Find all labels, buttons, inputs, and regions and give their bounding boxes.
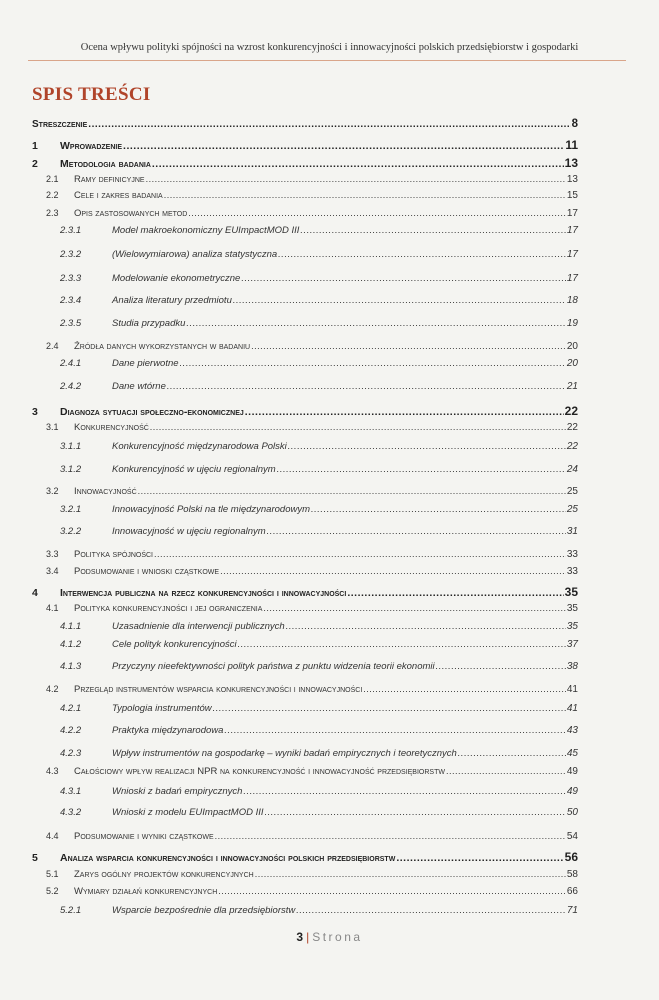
toc-entry-title: Podsumowanie i wyniki cząstkowe <box>74 831 214 842</box>
toc-entry <box>32 831 578 842</box>
toc-entry-title: Innowacyjność Polski na tle międzynarodowym <box>112 504 311 515</box>
toc-entry <box>32 381 578 392</box>
toc-entry-number: 2.1 <box>46 174 59 184</box>
toc-dot-leader <box>150 422 566 432</box>
toc-entry-number: 3.2.1 <box>60 504 82 515</box>
toc-entry-page: 13 <box>566 174 578 185</box>
toc-entry <box>32 486 578 497</box>
toc-entry <box>32 748 578 759</box>
toc-dot-leader <box>446 766 566 776</box>
toc-entry-number: 2.3.4 <box>60 295 82 306</box>
toc-entry <box>32 886 578 897</box>
toc-dot-leader <box>180 358 566 369</box>
toc-entry-page: 19 <box>566 318 578 329</box>
toc-entry-title: Streszczenie <box>32 119 88 130</box>
toc-entry-page: 41 <box>566 684 578 695</box>
toc-entry <box>32 156 578 170</box>
toc-dot-leader <box>215 831 566 841</box>
toc-entry-number: 2.2 <box>46 190 59 200</box>
toc-entry-number: 5.1 <box>46 869 59 879</box>
toc-entry-page: 17 <box>566 249 578 260</box>
toc-entry-title: Opis zastosowanych metod <box>74 208 188 219</box>
toc-entry-title: Przyczyny nieefektywności polityk państwa z punktu widzenia teorii ekonomii <box>112 661 435 672</box>
toc-dot-leader <box>218 886 566 896</box>
toc-entry-number: 4.1 <box>46 603 59 613</box>
toc-entry-page: 49 <box>566 786 578 797</box>
toc-entry-page: 54 <box>566 831 578 842</box>
toc-entry-page: 25 <box>566 486 578 497</box>
toc-entry <box>32 786 578 797</box>
toc-dot-leader <box>263 603 565 613</box>
toc-entry-page: 43 <box>566 725 578 736</box>
toc-entry-page: 31 <box>566 526 578 537</box>
toc-entry-number: 3.2 <box>46 486 59 496</box>
toc-entry <box>32 249 578 260</box>
toc-entry-page: 35 <box>564 585 578 599</box>
toc-entry-title: Wpływ instrumentów na gospodarkę – wyniki badań empirycznych i teoretycznych <box>112 748 457 759</box>
toc-entry <box>32 318 578 329</box>
toc-entry <box>32 603 578 614</box>
toc-entry <box>32 358 578 369</box>
toc-entry-title: Przegląd instrumentów wsparcia konkurencyjności i innowacyjności <box>74 684 363 695</box>
page-footer <box>0 930 659 944</box>
toc-entry-number: 5.2 <box>46 886 59 896</box>
footer-page-label: Strona <box>312 930 363 944</box>
toc-entry-title: Wymiary działań konkurencyjnych <box>74 886 218 897</box>
toc-dot-leader <box>152 158 564 170</box>
toc-entry-page: 71 <box>566 905 578 916</box>
toc-entry-title: Innowacyjność <box>74 486 137 497</box>
toc-entry <box>32 174 578 185</box>
toc-entry-number: 3.4 <box>46 566 59 576</box>
toc-entry-number: 1 <box>32 140 38 152</box>
toc-entry <box>32 341 578 352</box>
toc-dot-leader <box>267 526 566 537</box>
toc-dot-leader <box>154 549 566 559</box>
toc-dot-leader <box>458 748 566 759</box>
toc-entry-title: Diagnoza sytuacji społeczno-ekonomicznej <box>60 406 244 418</box>
toc-entry <box>32 273 578 284</box>
toc-entry-page: 13 <box>564 156 578 170</box>
toc-entry <box>32 138 578 152</box>
toc-entry <box>32 549 578 560</box>
toc-entry <box>32 526 578 537</box>
toc-entry-page: 35 <box>566 621 578 632</box>
toc-entry-number: 4.3 <box>46 766 59 776</box>
toc-entry-number: 4.2.3 <box>60 748 82 759</box>
toc-entry-title: Typologia instrumentów <box>112 703 212 714</box>
toc-entry-title: Cele polityk konkurencyjności <box>112 639 237 650</box>
toc-entry <box>32 703 578 714</box>
toc-entry-number: 3.1 <box>46 422 59 432</box>
toc-dot-leader <box>146 174 566 184</box>
toc-dot-leader <box>186 318 565 329</box>
toc-entry-number: 4.1.1 <box>60 621 82 632</box>
toc-entry-page: 17 <box>566 208 578 219</box>
toc-dot-leader <box>296 905 566 916</box>
toc-entry-number: 4.2 <box>46 684 59 694</box>
running-header: Ocena wpływu polityki spójności na wzrost konkurencyjności i innowacyjności polskich przedsiębiorstw i gospodarki <box>80 42 579 53</box>
toc-entry-title: Praktyka międzynarodowa <box>112 725 224 736</box>
toc-entry <box>32 464 578 475</box>
toc-dot-leader <box>277 464 566 475</box>
toc-entry-title: Ramy definicyjne <box>74 174 145 185</box>
toc-entry-number: 4.3.2 <box>60 807 82 818</box>
toc-entry-page: 56 <box>564 850 578 864</box>
toc-entry-page: 15 <box>566 190 578 201</box>
toc-entry-number: 2.3.5 <box>60 318 82 329</box>
toc-dot-leader <box>224 725 565 736</box>
toc-entry-page: 45 <box>566 748 578 759</box>
toc-entry <box>32 504 578 515</box>
toc-entry-number: 3.1.2 <box>60 464 82 475</box>
toc-entry-number: 2.3.2 <box>60 249 82 260</box>
toc-dot-leader <box>138 486 566 496</box>
header-divider <box>28 60 626 61</box>
toc-entry <box>32 850 578 864</box>
toc-entry <box>32 422 578 433</box>
toc-entry-page: 24 <box>566 464 578 475</box>
toc-entry-title: (Wielowymiarowa) analiza statystyczna <box>112 249 278 260</box>
toc-entry-number: 3.1.1 <box>60 441 82 452</box>
toc-dot-leader <box>347 587 563 599</box>
toc-entry-page: 11 <box>565 138 578 152</box>
toc-entry-number: 5 <box>32 852 38 864</box>
toc-entry-page: 50 <box>566 807 578 818</box>
toc-dot-leader <box>241 273 566 284</box>
toc-entry-title: Modelowanie ekonometryczne <box>112 273 241 284</box>
toc-dot-leader <box>286 621 566 632</box>
toc-dot-leader <box>220 566 566 576</box>
toc-entry-title: Konkurencyjność międzynarodowa Polski <box>112 441 287 452</box>
toc-entry-title: Zarys ogólny projektów konkurencyjnych <box>74 869 254 880</box>
toc-entry-title: Cele i zakres badania <box>74 190 163 201</box>
toc-entry-number: 2 <box>32 158 38 170</box>
toc-entry <box>32 869 578 880</box>
toc-entry-title: Model makroekonomiczny EUImpactMOD III <box>112 225 300 236</box>
toc-entry-page: 17 <box>566 225 578 236</box>
toc-entry-number: 4 <box>32 587 38 599</box>
toc-entry-title: Całościowy wpływ realizacji NPR na konkurencyjność i innowacyjność przedsiębiorstw <box>74 766 445 777</box>
toc-dot-leader <box>233 295 566 306</box>
toc-entry-title: Uzasadnienie dla interwencji publicznych <box>112 621 285 632</box>
toc-entry-page: 38 <box>566 661 578 672</box>
toc-dot-leader <box>188 208 566 218</box>
toc-entry-title: Dane wtórne <box>112 381 166 392</box>
toc-dot-leader <box>278 249 566 260</box>
toc-entry-title: Wprowadzenie <box>60 140 123 152</box>
toc-dot-leader <box>213 703 566 714</box>
toc-entry <box>32 766 578 777</box>
toc-entry-number: 5.2.1 <box>60 905 82 916</box>
toc-entry-title: Źródła danych wykorzystanych w badaniu <box>74 341 251 352</box>
toc-entry-title: Studia przypadku <box>112 318 186 329</box>
toc-entry-number: 3.3 <box>46 549 59 559</box>
toc-dot-leader <box>363 684 566 694</box>
toc-entry <box>32 905 578 916</box>
toc-entry <box>32 807 578 818</box>
toc-dot-leader <box>396 852 563 864</box>
toc-dot-leader <box>88 119 570 130</box>
toc-entry-number: 4.2.2 <box>60 725 82 736</box>
toc-entry-title: Analiza literatury przedmiotu <box>112 295 232 306</box>
toc-entry-title: Wsparcie bezpośrednie dla przedsiębiorstw <box>112 905 296 916</box>
toc-entry <box>32 566 578 577</box>
toc-dot-leader <box>245 406 564 418</box>
toc-entry-title: Wnioski z modelu EUImpactMOD III <box>112 807 264 818</box>
toc-entry-title: Dane pierwotne <box>112 358 179 369</box>
toc-entry <box>32 661 578 672</box>
toc-entry <box>32 585 578 599</box>
toc-entry-number: 2.4 <box>46 341 59 351</box>
toc-entry-page: 33 <box>566 549 578 560</box>
toc-entry-number: 2.3 <box>46 208 59 218</box>
toc-entry <box>32 621 578 632</box>
toc-dot-leader <box>251 341 566 351</box>
toc-dot-leader <box>300 225 565 236</box>
toc-entry <box>32 639 578 650</box>
footer-separator: | <box>306 930 310 944</box>
footer-page-number: 3 <box>296 930 304 944</box>
toc-entry-number: 3.2.2 <box>60 526 82 537</box>
toc-dot-leader <box>436 661 566 672</box>
toc-entry-title: Konkurencyjność <box>74 422 149 433</box>
toc-entry-number: 4.1.2 <box>60 639 82 650</box>
toc-entry-title: Wnioski z badań empirycznych <box>112 786 243 797</box>
toc-entry <box>32 404 578 418</box>
toc-entry-number: 4.2.1 <box>60 703 82 714</box>
toc-entry-page: 22 <box>566 422 578 433</box>
toc-dot-leader <box>243 786 565 797</box>
toc-entry-number: 4.1.3 <box>60 661 82 672</box>
toc-dot-leader <box>265 807 566 818</box>
toc-entry-page: 18 <box>566 295 578 306</box>
toc-entry-title: Innowacyjność w ujęciu regionalnym <box>112 526 266 537</box>
toc-entry-number: 2.3.3 <box>60 273 82 284</box>
toc-entry-page: 58 <box>566 869 578 880</box>
toc-entry <box>32 208 578 219</box>
toc-dot-leader <box>255 869 566 879</box>
toc-entry-page: 21 <box>566 381 578 392</box>
toc-entry-title: Polityka konkurencyjności i jej ograniczenia <box>74 603 263 614</box>
toc-entry-number: 4.3.1 <box>60 786 82 797</box>
toc-entry-title: Konkurencyjność w ujęciu regionalnym <box>112 464 276 475</box>
toc-entry-page: 41 <box>566 703 578 714</box>
toc-entry-page: 8 <box>571 118 578 130</box>
toc-entry <box>32 225 578 236</box>
toc-entry <box>32 190 578 201</box>
toc-entry-page: 20 <box>566 341 578 352</box>
toc-entry-number: 2.4.1 <box>60 358 82 369</box>
toc-entry-page: 22 <box>566 441 578 452</box>
toc-entry-page: 33 <box>566 566 578 577</box>
toc-entry-title: Podsumowanie i wnioski cząstkowe <box>74 566 220 577</box>
toc-entry-page: 35 <box>566 603 578 614</box>
toc-entry <box>32 295 578 306</box>
toc-entry <box>32 725 578 736</box>
toc-entry-page: 49 <box>566 766 578 777</box>
toc-entry-number: 4.4 <box>46 831 59 841</box>
toc-dot-leader <box>164 190 566 200</box>
toc-entry-number: 2.4.2 <box>60 381 82 392</box>
toc-dot-leader <box>238 639 566 650</box>
toc-entry-page: 37 <box>566 639 578 650</box>
toc-dot-leader <box>288 441 566 452</box>
toc-entry-page: 17 <box>566 273 578 284</box>
toc-entry <box>32 118 578 130</box>
toc-entry <box>32 441 578 452</box>
toc-entry-number: 2.3.1 <box>60 225 82 236</box>
toc-dot-leader <box>167 381 566 392</box>
toc-heading: SPIS TREŚCI <box>32 84 151 105</box>
toc-entry-title: Analiza wsparcia konkurencyjności i innowacyjności polskich przedsiębiorstw <box>60 852 396 864</box>
toc-entry-page: 22 <box>564 404 578 418</box>
toc-entry <box>32 684 578 695</box>
toc-entry-title: Polityka spójności <box>74 549 153 560</box>
toc-entry-title: Interwencja publiczna na rzecz konkurencyjności i innowacyjności <box>60 587 347 599</box>
toc-entry-page: 20 <box>566 358 578 369</box>
toc-entry-title: Metodologia badania <box>60 158 151 170</box>
toc-dot-leader <box>311 504 566 515</box>
toc-entry-number: 3 <box>32 406 38 418</box>
toc-dot-leader <box>123 140 564 152</box>
toc-entry-page: 25 <box>566 504 578 515</box>
toc-entry-page: 66 <box>566 886 578 897</box>
